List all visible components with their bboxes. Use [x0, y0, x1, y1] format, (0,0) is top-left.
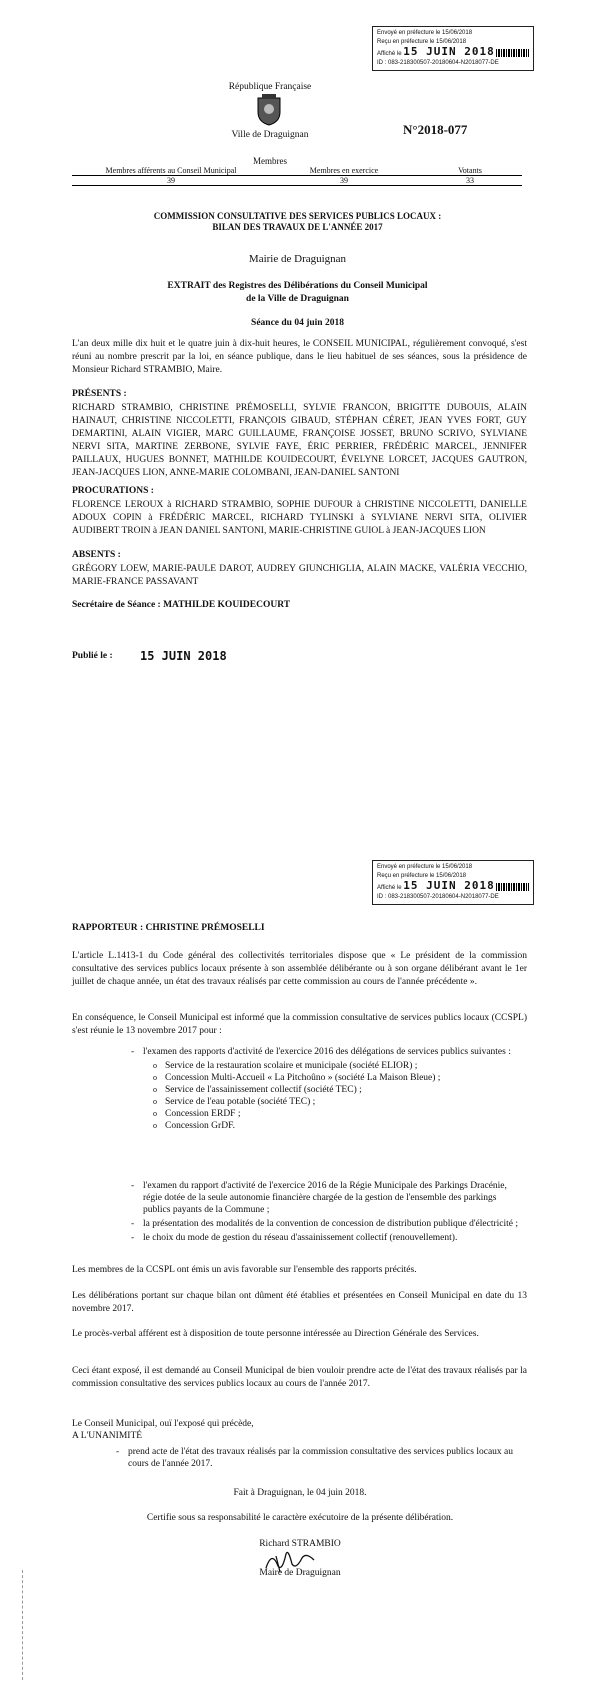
deliberation-number: N°2018-077: [403, 122, 468, 137]
seance-date: Séance du 04 juin 2018: [251, 318, 344, 328]
members-header: Membres afférents au Conseil Municipal: [105, 166, 237, 175]
stamp-line: Envoyé en préfecture le 15/06/2018: [377, 30, 473, 36]
vote-block: [72, 1418, 254, 1442]
list-item: - l'examen du rapport d'activité de l'exercice 2016 de la Régie Municipale des Parkings Dracénie, régie dotée de la seule autonomie financière chargée de la gestion de l'ensemble des parkings publics payants de la Commune ;: [143, 1180, 525, 1216]
expose-paragraph: Ceci étant exposé, il est demandé au Conseil Municipal de bien vouloir prendre acte de l'état des travaux réalisés par la commission consultative des services publics locaux au cours de l'année 2017.: [72, 1366, 527, 1389]
commission-title-line: COMMISSION CONSULTATIVE DES SERVICES PUBLICS LOCAUX :: [153, 211, 442, 221]
rapporteur-line: RAPPORTEUR : CHRISTINE PRÉMOSELLI: [72, 923, 265, 933]
commission-title-line: BILAN DES TRAVAUX DE L'ANNÉE 2017: [212, 222, 383, 232]
avis-paragraph: Les membres de la CCSPL ont émis un avis favorable sur l'ensemble des rapports précités.: [72, 1265, 417, 1275]
members-table: [72, 166, 522, 186]
proces-verbal-paragraph: Le procès-verbal afférent est à disposition de toute personne intéressée au Direction Générale des Services.: [72, 1329, 479, 1339]
barcode-icon: [496, 49, 529, 57]
list-item: [143, 1046, 525, 1132]
vote-result: A L'UNANIMITÉ: [72, 1431, 143, 1441]
stamp-line: Envoyé en préfecture le 15/06/2018: [377, 864, 473, 870]
secretaire-line: Secrétaire de Séance : MATHILDE KOUIDECOURT: [72, 600, 291, 610]
stamp-line: ID : 083-218300507-20180604-N2018077-DE: [377, 894, 499, 900]
sub-list-item: o Concession GrDF.: [165, 1120, 525, 1132]
sub-list-item: o Concession ERDF ;: [165, 1108, 525, 1120]
extrait-line: de la Ville de Draguignan: [246, 294, 349, 304]
presents-label: PRÉSENTS :: [72, 389, 127, 399]
extrait-line: EXTRAIT des Registres des Délibérations du Conseil Municipal: [167, 281, 428, 291]
stamp-line: ID : 083-218300507-20180604-N2018077-DE: [377, 60, 499, 66]
signer-title: Maire de Draguignan: [259, 1568, 341, 1578]
signer-name: Richard STRAMBIO: [259, 1539, 341, 1549]
absents-label: ABSENTS :: [72, 550, 121, 560]
republic-label: République Française: [228, 82, 312, 92]
commission-title: [60, 211, 535, 233]
sub-list-item: o Service de la restauration scolaire et municipale (société ELIOR) ;: [165, 1060, 525, 1072]
procurations-label: PROCURATIONS :: [72, 486, 154, 496]
city-label: Ville de Draguignan: [231, 130, 309, 140]
members-header: Votants: [458, 166, 482, 175]
mairie-label: Mairie de Draguignan: [248, 253, 347, 265]
stamp-date: 15 JUIN 2018: [403, 47, 495, 58]
publie-label: Publié le :: [72, 651, 113, 661]
members-title: Membres: [253, 156, 287, 166]
procurations-list: FLORENCE LEROUX à RICHARD STRAMBIO, SOPHIE DUFOUR à CHRISTINE NICCOLETTI, DANIELLE ADOUX COPIN à FRÉDÉRIC MARCEL, RICHARD TYLINSKI à SYLVIANE NERVI SITA, OLIVIER AUDIBERT TROIN à JEAN DANIEL SANTONI, MARIE-CHRISTINE GUIOL à JEAN-JACQUES LION: [72, 500, 527, 536]
list-item: - la présentation des modalités de la convention de concession de distribution publique d'électricité ;: [143, 1218, 525, 1230]
members-header: Membres en exercice: [309, 166, 379, 175]
absents-list: GRÉGORY LOEW, MARIE-PAULE DAROT, AUDREY GIUNCHIGLIA, ALAIN MACKE, VALÉRIA VECCHIO, MARIE-FRANCE PASSAVANT: [72, 564, 527, 587]
sub-list-item: o Service de l'eau potable (société TEC) ;: [165, 1096, 525, 1108]
members-value: 33: [466, 176, 474, 185]
list-item: - prend acte de l'état des travaux réalisés par la commission consultative des services publics locaux au cours de l'année 2017.: [128, 1446, 525, 1470]
publie-date: 15 JUIN 2018: [140, 649, 227, 663]
stamp-line: Affiché le: [377, 885, 402, 891]
list-item: - le choix du mode de gestion du réseau d'assainissement collectif (renouvellement).: [143, 1232, 525, 1244]
presents-list: RICHARD STRAMBIO, CHRISTINE PRÉMOSELLI, SYLVIE FRANCON, BRIGITTE DUBOUIS, ALAIN HAINAUT, CHRISTINE NICCOLETTI, FRANÇOIS GIBAUD, STÉPHAN CÉRET, JEAN YVES FORT, GUY DEMARTINI, ALAIN VIGIER, MARC GUILLAUME, FRANÇOISE JOSSET, BRUNO SCRIVO, SYLVIANE NERVI SITA, MARTINE ZERBONE, SYLVIE FAYE, ÉRIC PERRIER, FRÉDÉRIC MARCEL, JENNIFER PAILLAUX, HUGUES BONNET, MATHILDE KOUIDECOURT, ÉVELYNE LORCET, JACQUES GAUTRON, JEAN-JACQUES LION, ANNE-MARIE COLOMBANI, JEAN-DANIEL SANTONI: [72, 403, 527, 478]
members-value: 39: [340, 176, 348, 185]
list-item-text: l'examen des rapports d'activité de l'exercice 2016 des délégations de services publics suivantes :: [143, 1047, 511, 1057]
fait-line: Fait à Draguignan, le 04 juin 2018.: [233, 1488, 367, 1498]
barcode-icon: [496, 883, 529, 891]
members-value: 39: [167, 176, 175, 185]
stamp-line: Affiché le: [377, 51, 402, 57]
vote-intro: Le Conseil Municipal, ouï l'exposé qui précède,: [72, 1419, 254, 1429]
consequence-paragraph: En conséquence, le Conseil Municipal est informé que la commission consultative de services publics locaux (CCSPL) s'est réunie le 13 novembre 2017 pour :: [72, 1013, 527, 1036]
ccspl-agenda-2: [125, 1180, 525, 1246]
article-paragraph: L'article L.1413-1 du Code général des collectivités territoriales dispose que « Le président de la commission consultative des services publics locaux présente à son assemblée délibérante ou à son organe délibérant avant le 1er juillet de chaque année, un état des travaux réalisés par cette commission au cours de l'année précédente ».: [72, 951, 527, 987]
certifie-line: Certifie sous sa responsabilité le caractère exécutoire de la présente délibération.: [146, 1513, 454, 1523]
stamp-page2: [372, 860, 534, 905]
stamp-page1: [372, 26, 534, 71]
sub-list-item: o Service de l'assainissement collectif (société TEC) ;: [165, 1084, 525, 1096]
extrait-heading: [70, 280, 525, 306]
ccspl-agenda: [125, 1046, 525, 1134]
final-decision: [110, 1446, 525, 1472]
coat-of-arms-icon: [256, 94, 282, 126]
stamp-line: Reçu en préfecture le 15/06/2018: [377, 39, 467, 45]
deliberations-paragraph: Les délibérations portant sur chaque bilan ont dûment été établies et présentées en Conseil Municipal en date du 13 novembre 2017.: [72, 1291, 527, 1314]
stamp-date: 15 JUIN 2018: [403, 881, 495, 892]
margin-mark: [22, 1570, 24, 1680]
stamp-line: Reçu en préfecture le 15/06/2018: [377, 873, 467, 879]
sub-list-item: o Concession Multi-Accueil « La Pitchoûno » (société La Maison Bleue) ;: [165, 1072, 525, 1084]
intro-paragraph: L'an deux mille dix huit et le quatre juin à dix-huit heures, le CONSEIL MUNICIPAL, régulièrement convoqué, s'est réuni au nombre prescrit par la loi, en séance publique, dans le lieu habituel de ses séances, sous la présidence de Monsieur Richard STRAMBIO, Maire.: [72, 339, 527, 375]
